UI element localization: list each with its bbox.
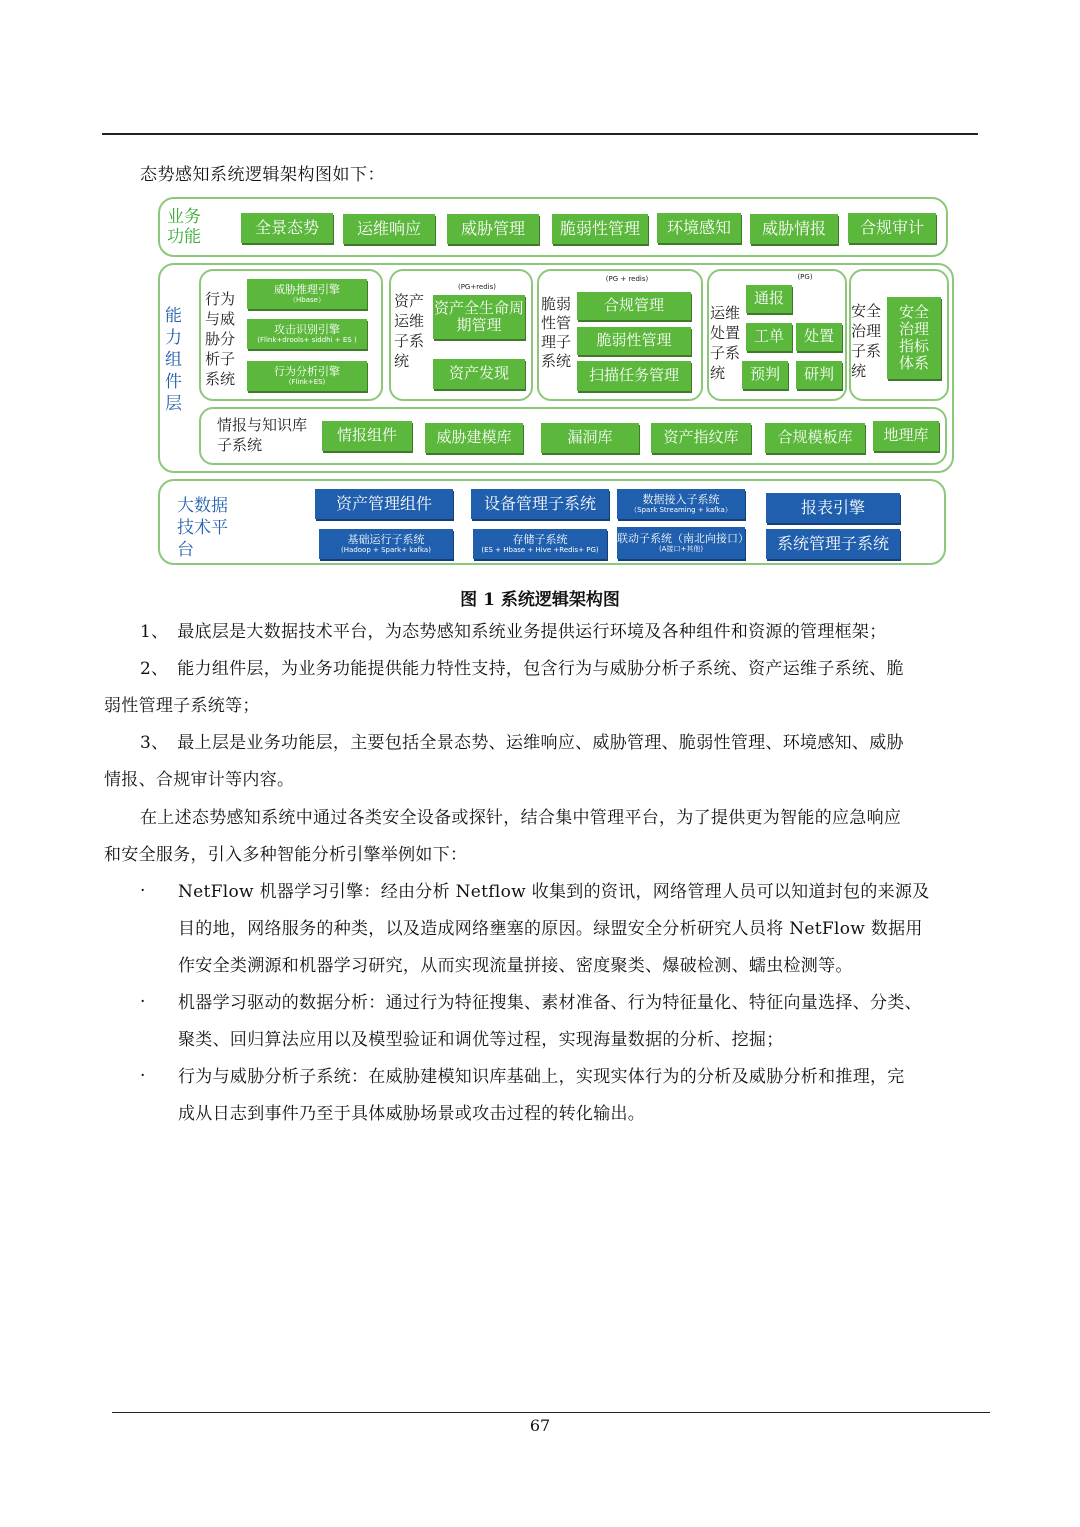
footer-rule (112, 1412, 990, 1413)
bullet-3-line-1: 行为与威胁分析子系统：在威胁建模知识库基础上，实现实体行为的分析及威胁分析和推理，完 (178, 1067, 905, 1087)
para-4-line-1: 在上述态势感知系统中通过各类安全设备或探针，结合集中管理平台，为了提供更为智能的应急响应 (140, 808, 902, 828)
para-2-line-1: 2、 能力组件层，为业务功能提供能力特性支持，包含行为与威胁分析子系统、资产运维子系统、脆 (140, 659, 904, 679)
platform-data-access: 数据接入子系统 （Spark Streaming + kafka） (617, 489, 745, 519)
platform-sysmgmt: 系统管理子系统 (766, 529, 900, 559)
para-4-line-2: 和安全服务，引入多种智能分析引擎举例如下： (104, 845, 468, 865)
para-3-line-1: 3、 最上层是业务功能层，主要包括全景态势、运维响应、威胁管理、脆弱性管理、环境感知、威胁 (140, 733, 904, 753)
intel-subsystem-label: 情报与知识库子系统 (217, 416, 308, 454)
asset-subsystem-note: (PG+redis) (457, 283, 497, 291)
intel-item-4: 资产指纹库 (651, 423, 751, 453)
ops-subsystem-note: (PG) (797, 273, 813, 281)
vuln-subsystem-label: 脆弱性管理子系统 (541, 295, 572, 370)
bullet-1-line-3: 作安全类溯源和机器学习研究，从而实现流量拼接、密度聚类、爆破检测、蠕虫检测等。 (178, 956, 853, 976)
intel-item-3: 漏洞库 (541, 423, 639, 453)
security-subsystem-label: 安全治理子系统 (851, 302, 882, 380)
bullet-1-dot: · (140, 881, 146, 901)
behavior-engine-3: 行为分析引擎 (Flink+ES) (247, 361, 367, 391)
bullet-3-line-2: 成从日志到事件乃至于具体威胁场景或攻击过程的转化输出。 (178, 1104, 646, 1124)
asset-subsystem-label: 资产运维子系统 (394, 292, 425, 370)
bullet-2-dot: · (140, 992, 146, 1012)
business-item-3: 威胁管理 (447, 214, 539, 244)
business-item-4: 脆弱性管理 (552, 214, 648, 244)
ops-judge: 研判 (796, 361, 842, 389)
security-governance-index: 安全治理指标体系 (887, 297, 941, 379)
business-item-7: 合规审计 (848, 213, 936, 243)
asset-lifecycle-mgmt: 资产全生命周期管理 (433, 295, 525, 339)
platform-storage: 存储子系统 (ES + Hbase + Hive +Redis+ PG) (473, 529, 607, 559)
capability-layer-label: 能力组件层 (165, 306, 182, 414)
business-item-6: 威胁情报 (750, 214, 838, 244)
bullet-1-line-1: NetFlow 机器学习引擎：经由分析 Netflow 收集到的资讯，网络管理人员可以知道封包的来源及 (178, 882, 930, 902)
para-3-line-2: 情报、合规审计等内容。 (104, 770, 295, 790)
ops-handle: 处置 (796, 323, 842, 351)
para-2-line-2: 弱性管理子系统等； (104, 696, 260, 716)
business-item-2: 运维响应 (343, 214, 435, 244)
architecture-diagram (155, 193, 957, 571)
figure-caption: 图 1 系统逻辑架构图 (460, 590, 620, 610)
behavior-engine-2: 攻击识别引擎 (Flink+drools+ siddhi + ES ) (247, 319, 367, 349)
ops-predict: 预判 (742, 361, 788, 389)
platform-report-engine: 报表引擎 (766, 493, 900, 523)
vuln-mgmt: 脆弱性管理 (577, 327, 691, 355)
business-item-5: 环境感知 (657, 213, 741, 243)
asset-discovery: 资产发现 (433, 359, 525, 389)
intel-item-2: 威胁建模库 (425, 423, 523, 453)
para-1: 1、 最底层是大数据技术平台，为态势感知系统业务提供运行环境及各种组件和资源的管理框架； (140, 622, 887, 642)
platform-base-run: 基础运行子系统 (Hadoop + Spark+ kafka) (319, 529, 453, 559)
ops-ticket: 工单 (746, 323, 792, 351)
bullet-1-line-2: 目的地，网络服务的种类，以及造成网络壅塞的原因。绿盟安全分析研究人员将 NetFlow 数据用 (178, 919, 923, 939)
intro-text: 态势感知系统逻辑架构图如下： (140, 165, 385, 185)
vuln-compliance-mgmt: 合规管理 (577, 292, 691, 320)
intel-item-6: 地理库 (873, 421, 939, 451)
bullet-2-line-2: 聚类、回归算法应用以及模型验证和调优等过程，实现海量数据的分析、挖掘； (178, 1030, 784, 1050)
platform-layer-label: 大数据技术平台 (177, 496, 228, 560)
bullet-2-line-1: 机器学习驱动的数据分析：通过行为特征搜集、素材准备、行为特征量化、特征向量选择、分类、 (178, 993, 922, 1013)
vuln-scan-task-mgmt: 扫描任务管理 (577, 361, 691, 391)
header-rule (102, 133, 978, 135)
ops-subsystem-label: 运维处置子系统 (710, 304, 741, 382)
business-item-1: 全景态势 (241, 213, 333, 243)
bullet-3-dot: · (140, 1066, 146, 1086)
behavior-engine-1: 威胁推理引擎 （Hbase） (247, 279, 367, 309)
intel-item-1: 情报组件 (322, 421, 412, 451)
ops-notify: 通报 (746, 285, 792, 313)
behavior-subsystem-label: 行为与威胁分析子系统 (205, 290, 236, 388)
platform-device-mgmt: 设备管理子系统 (471, 489, 609, 519)
page-number: 67 (529, 1416, 551, 1435)
business-layer-label: 业务功能 (167, 207, 201, 248)
platform-linkage: 联动子系统（南北向接口） (A接口+其他) (617, 527, 745, 559)
vuln-subsystem-note: (PG + redis) (605, 275, 649, 283)
intel-item-5: 合规模板库 (765, 423, 865, 453)
platform-asset-mgmt: 资产管理组件 (315, 489, 453, 519)
